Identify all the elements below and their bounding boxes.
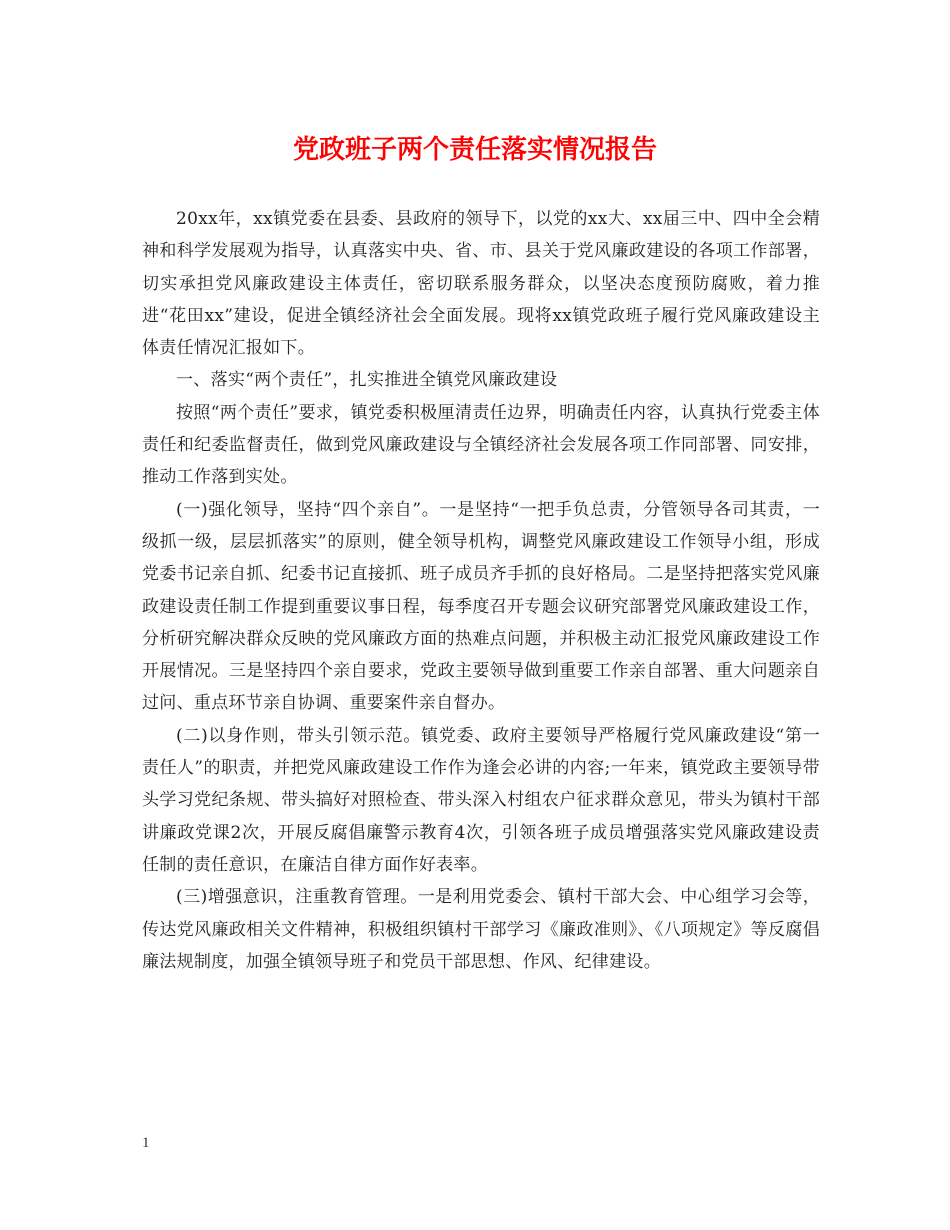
section-heading-1: 一、落实“两个责任”，扎实推进全镇党风廉政建设 (176, 370, 558, 391)
page-number: 1 (142, 1135, 150, 1151)
paragraph-subsection-1: (一)强化领导，坚持“四个亲自”。一是坚持“一把手负总责，分管领导各司其责，一级抓一级，层层抓落实”的原则，健全领导机构，调整党风廉政建设工作领导小组，形成党委书记亲自抓、纪委书记直接抓、班子成员齐手抓的良好格局。二是坚持把落实党风廉政建设责任制工作提到重要议事日程，每季度召开专题会议研究部署党风廉政建设工作，分析研究解决群众反映的党风廉政方面的热难点问题，并积极主动汇报党风廉政建设工作开展情况。三是坚持四个亲自要求，党政主要领导做到重要工作亲自部署、重大问题亲自过问、重点环节亲自协调、重要案件亲自督办。 (142, 499, 820, 714)
paragraph-subsection-2: (二)以身作则，带头引领示范。镇党委、政府主要领导严格履行党风廉政建设“第一责任人”的职责，并把党风廉政建设工作作为逢会必讲的内容;一年来，镇党政主要领导带头学习党纪条规、带头搞好对照检查、带头深入村组农户征求群众意见，带头为镇村干部讲廉政党课2次，开展反腐倡廉警示教育4次，引领各班子成员增强落实党风廉政建设责任制的责任意识，在廉洁自律方面作好表率。 (142, 725, 820, 875)
paragraph-intro: 20xx年，xx镇党委在县委、县政府的领导下，以党的xx大、xx届三中、四中全会精神和科学发展观为指导，认真落实中央、省、市、县关于党风廉政建设的各项工作部署，切实承担党风廉政建设主体责任，密切联系服务群众，以坚决态度预防腐败，着力推进“花田xx”建设，促进全镇经济社会全面发展。现将xx镇党政班子履行党风廉政建设主体责任情况汇报如下。 (142, 209, 820, 359)
paragraph-section-1: 按照“两个责任”要求，镇党委积极厘清责任边界，明确责任内容，认真执行党委主体责任和纪委监督责任，做到党风廉政建设与全镇经济社会发展各项工作同部署、同安排，推动工作落到实处。 (142, 402, 820, 488)
document-title: 党政班子两个责任落实情况报告 (292, 135, 657, 165)
document-body (142, 203, 820, 978)
paragraph-subsection-3: (三)增强意识，注重教育管理。一是利用党委会、镇村干部大会、中心组学习会等，传达党风廉政相关文件精神，积极组织镇村干部学习《廉政准则》、《八项规定》等反腐倡廉法规制度，加强全镇领导班子和党员干部思想、作风、纪律建设。 (142, 887, 820, 972)
